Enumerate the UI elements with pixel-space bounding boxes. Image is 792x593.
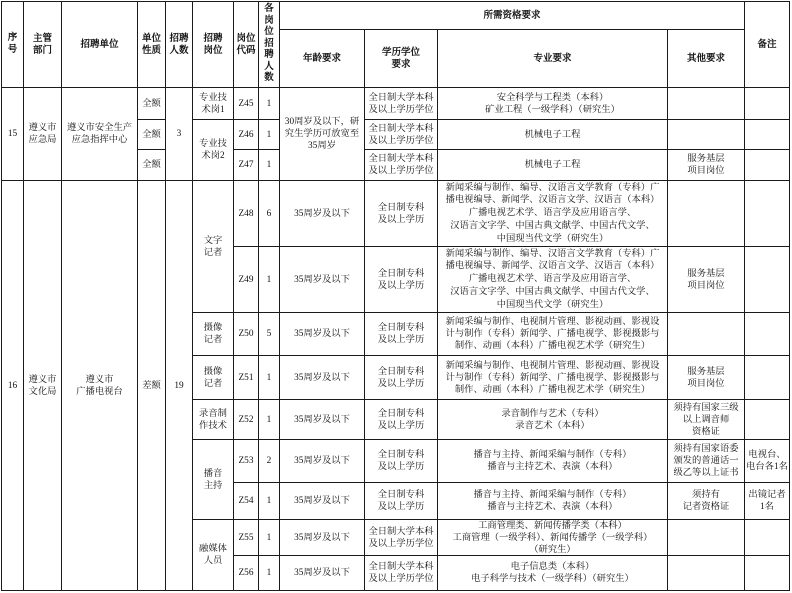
group-15-dept: [24, 88, 62, 181]
row-z56-count: 1: [259, 556, 280, 591]
group-15-hire-count: 3: [166, 88, 193, 181]
group-16-hire-count: 19: [166, 181, 193, 591]
header-position-count-label: 各岗位招聘人数: [264, 4, 274, 84]
row-z53-age: 35周岁及以下: [280, 440, 365, 483]
header-code-label: 岗位代码: [236, 33, 256, 56]
row-z49-remark: [745, 247, 790, 313]
row-z48-education: 全日制专科 及以上学历: [365, 181, 438, 247]
row-z55-major: 工商管理类、新闻传播学类（本科） 工商管理（一级学科）、新闻传播学（一级学科） （研究生）: [438, 520, 668, 556]
row-z55-count: 1: [259, 520, 280, 556]
header-position: [193, 2, 234, 88]
row-z53-count: 2: [259, 440, 280, 483]
row-z49-age: 35周岁及以下: [280, 247, 365, 313]
position-sound-recording-label: 录音制作技术: [199, 408, 227, 431]
row-z52-code: Z52: [234, 400, 259, 440]
row-z49-major: 新闻采编与制作、编导、汉语言文学教育（专科）广 播电视编导、新闻学、汉语言文学、汉语言（本科） 广播电视艺术学、语言学及应用语言学、 汉语言文字学、中国古典文献学、中国古代文学、 中国现当代文学（研究生）: [438, 247, 668, 313]
row-z45-count: 1: [259, 88, 280, 120]
header-dept-label: 主管部门: [32, 33, 52, 56]
position-technical-2-label: 专业技术岗2: [199, 139, 227, 161]
row-z52-age: 35周岁及以下: [280, 400, 365, 440]
group-15-unit: [62, 88, 138, 181]
header-seq-label: 序号: [7, 33, 18, 55]
row-z45-education: 全日制大学本科 及以上学历学位: [365, 88, 438, 120]
row-z53-education: 全日制专科 及以上学历: [365, 440, 438, 483]
row-z54-code: Z54: [234, 483, 259, 520]
header-unit: 招聘单位: [62, 2, 138, 88]
row-z51-major: 新闻采编与制作、电视制片管理、影视动画、影视设 计与制作（专科）新闻学、广播电视学、影视摄影与 制作、动画（本科）广播电视艺术学（研究生）: [438, 356, 668, 400]
header-hire-count: [166, 2, 193, 88]
group-16-dept-label: 遵义市文化局: [28, 374, 57, 397]
row-z55-code: Z55: [234, 520, 259, 556]
row-z55-other: [668, 520, 745, 556]
position-media-staff: [193, 520, 234, 591]
row-z53-other: 须持有国家语委 颁发的普通话一 级乙等以上证书: [668, 440, 745, 483]
row-z52-remark: [745, 400, 790, 440]
row-z50-code: Z50: [234, 313, 259, 356]
row-z45-other: [668, 88, 745, 120]
row-z55-remark: [745, 520, 790, 556]
row-z48-count: 6: [259, 181, 280, 247]
row-z51-age: 35周岁及以下: [280, 356, 365, 400]
row-z47-count: 1: [259, 150, 280, 181]
header-position-count: [259, 2, 280, 88]
row-z54-count: 1: [259, 483, 280, 520]
row-z47-unit-type: 全额: [138, 150, 166, 181]
header-other: 其他要求: [668, 30, 745, 88]
row-z54-education: 全日制专科 及以上学历: [365, 483, 438, 520]
group-15-age: 30周岁及以下，研 究生学历可放宽至 35周岁: [280, 88, 365, 181]
row-z48-major: 新闻采编与制作、编导、汉语言文学教育（专科）广 播电视编导、新闻学、汉语言文学、汉语言（本科） 广播电视艺术学、语言学及应用语言学、 汉语言文字学、中国古典文献学、中国古代文学、 中国现当代文学（研究生）: [438, 181, 668, 247]
row-z47-code: Z47: [234, 150, 259, 181]
group-15-dept-label: 遵义市应急局: [28, 123, 57, 145]
position-technical-1: [193, 88, 234, 120]
row-z56-major: 电子信息类（本科） 电子科学与技术（一级学科）（研究生）: [438, 556, 668, 591]
row-z53-remark: 电视台、 电台各1名: [745, 440, 790, 483]
row-z52-major: 录音制作与艺术（专科） 录音艺术（本科）: [438, 400, 668, 440]
row-z45-remark: [745, 88, 790, 120]
row-z50-education: 全日制专科 及以上学历: [365, 313, 438, 356]
header-age: 年龄要求: [280, 30, 365, 88]
row-z52-education: 全日制专科 及以上学历: [365, 400, 438, 440]
row-z55-education: 全日制大学本科 及以上学历学位: [365, 520, 438, 556]
row-z53-major: 播音与主持、新闻采编与制作（专科） 播音与主持艺术、表演（本科）: [438, 440, 668, 483]
row-z56-code: Z56: [234, 556, 259, 591]
row-z46-code: Z46: [234, 120, 259, 150]
header-code: [234, 2, 259, 88]
position-technical-1-label: 专业技术岗1: [199, 92, 227, 115]
position-broadcast-host-label: 播音主持: [203, 468, 223, 491]
row-z46-major: 机械电子工程: [438, 120, 668, 150]
row-z50-other: [668, 313, 745, 356]
row-z51-education: 全日制专科 及以上学历: [365, 356, 438, 400]
row-z56-other: [668, 556, 745, 591]
row-z51-count: 1: [259, 356, 280, 400]
header-requirements: 所需资格要求: [280, 2, 745, 30]
position-camera-reporter-1-label: 摄像记者: [203, 323, 223, 345]
row-z51-other: 服务基层 项目岗位: [668, 356, 745, 400]
row-z45-unit-type: 全额: [138, 88, 166, 120]
position-camera-reporter-1: [193, 313, 234, 356]
position-text-reporter: [193, 181, 234, 313]
position-camera-reporter-2: [193, 356, 234, 400]
row-z48-code: Z48: [234, 181, 259, 247]
header-position-label: 招聘岗位: [203, 33, 223, 56]
header-hire-count-label: 招聘人数: [169, 33, 189, 56]
group-15-seq: 15: [2, 88, 24, 181]
position-camera-reporter-2-label: 摄像记者: [203, 366, 223, 389]
row-z48-other: [668, 181, 745, 247]
row-z55-age: 35周岁及以下: [280, 520, 365, 556]
row-z45-code: Z45: [234, 88, 259, 120]
header-seq: [2, 2, 24, 88]
header-remark: 备注: [745, 2, 790, 88]
row-z56-education: 全日制大学本科 及以上学历学位: [365, 556, 438, 591]
row-z49-code: Z49: [234, 247, 259, 313]
group-16-seq: 16: [2, 181, 24, 591]
group-16-dept: [24, 181, 62, 591]
header-unit-type: [138, 2, 166, 88]
row-z50-major: 新闻采编与制作、电视制片管理、影视动画、影视设 计与制作（专科）新闻学、广播电视学、影视摄影与 制作、动画（本科）广播电视艺术学（研究生）: [438, 313, 668, 356]
header-unit-type-label: 单位性质: [141, 33, 161, 56]
row-z48-remark: [745, 181, 790, 247]
position-technical-2: [193, 120, 234, 181]
row-z46-unit-type: 全额: [138, 120, 166, 150]
header-dept: [24, 2, 62, 88]
position-broadcast-host: [193, 440, 234, 520]
row-z49-education: 全日制专科 及以上学历: [365, 247, 438, 313]
group-16-unit: 遵义市 广播电视台: [62, 181, 138, 591]
position-sound-recording: [193, 400, 234, 440]
row-z54-major: 播音与主持、新闻采编与制作（专科） 播音与主持艺术、表演（本科）: [438, 483, 668, 520]
row-z56-age: 35周岁及以下: [280, 556, 365, 591]
header-education-label: 学历学位要求: [381, 47, 420, 70]
row-z46-remark: [745, 120, 790, 150]
row-z54-remark: 出镜记者 1名: [745, 483, 790, 520]
row-z51-remark: [745, 356, 790, 400]
row-z50-count: 5: [259, 313, 280, 356]
row-z47-education: 全日制大学本科 及以上学历学位: [365, 150, 438, 181]
row-z50-remark: [745, 313, 790, 356]
row-z46-count: 1: [259, 120, 280, 150]
row-z46-education: 全日制大学本科 及以上学历学位: [365, 120, 438, 150]
row-z52-other: 须持有国家三级 以上调音师 资格证: [668, 400, 745, 440]
row-z50-age: 35周岁及以下: [280, 313, 365, 356]
row-z47-major: 机械电子工程: [438, 150, 668, 181]
row-z54-age: 35周岁及以下: [280, 483, 365, 520]
row-z49-count: 1: [259, 247, 280, 313]
header-major: 专业要求: [438, 30, 668, 88]
header-education: [365, 30, 438, 88]
recruitment-table: [1, 1, 790, 591]
position-text-reporter-label: 文字记者: [203, 235, 223, 258]
row-z47-remark: [745, 150, 790, 181]
row-z56-remark: [745, 556, 790, 591]
group-16-unit-type: 差额: [138, 181, 166, 591]
row-z53-code: Z53: [234, 440, 259, 483]
row-z52-count: 1: [259, 400, 280, 440]
row-z54-other: 须持有 记者资格证: [668, 483, 745, 520]
row-z48-age: 35周岁及以下: [280, 181, 365, 247]
group-15-unit-label: 遵义市安全生产应急指挥中心: [66, 123, 133, 145]
row-z51-code: Z51: [234, 356, 259, 400]
row-z45-major: 安全科学与工程类（本科） 矿业工程（一级学科）（研究生）: [438, 88, 668, 120]
row-z46-other: [668, 120, 745, 150]
row-z49-other: 服务基层 项目岗位: [668, 247, 745, 313]
row-z47-other: 服务基层 项目岗位: [668, 150, 745, 181]
position-media-staff-label: 融媒体人员: [199, 544, 227, 566]
